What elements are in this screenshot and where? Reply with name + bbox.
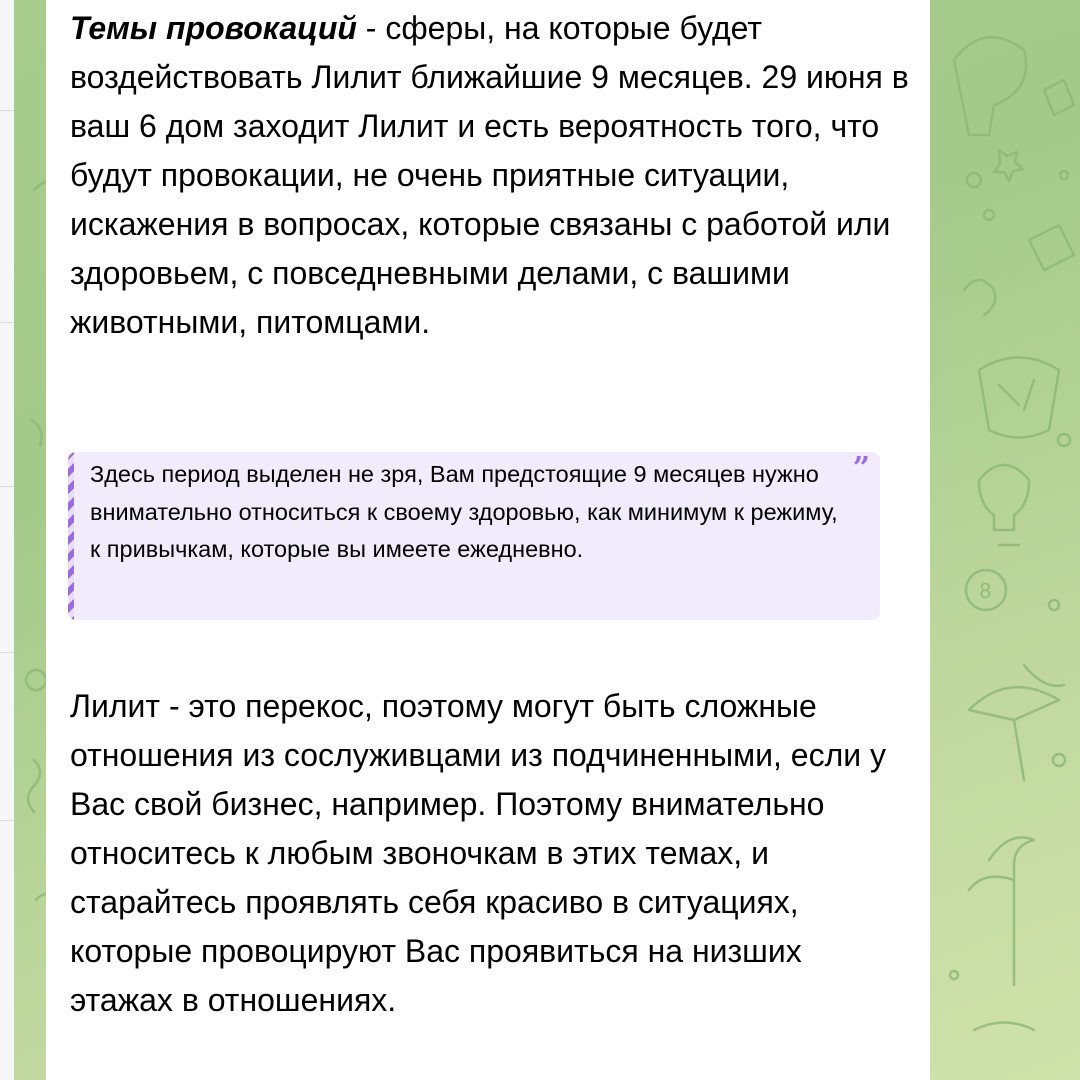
message-emphasis: Темы провокаций (70, 10, 357, 46)
blockquote-text: Здесь период выделен не зря, Вам предстоящие 9 месяцев нужно внимательно относиться к своему здоровью, как минимум к режиму, к привычкам, которые вы имеете ежедневно. (90, 461, 838, 562)
blockquote (68, 452, 880, 620)
message-paragraph-2: Лилит - это перекос, поэтому могут быть сложные отношения из сослуживцами из подчиненными, если у Вас свой бизнес, например. Поэтому внимательно относитесь к любым звоночкам в этих темах, и старайтесь проявлять себя красиво в ситуациях, которые провоцируют Вас проявиться на низших этажах в отношениях. (70, 688, 887, 1018)
sidebar-divider (0, 652, 14, 653)
sidebar-edge (0, 0, 15, 1080)
sidebar-divider (0, 322, 14, 323)
quote-mark-icon: ” (852, 452, 870, 486)
sidebar-divider (0, 486, 14, 487)
message-paragraph-1 (70, 4, 910, 347)
blockquote-accent-bar (68, 452, 74, 620)
message-bubble[interactable] (46, 0, 930, 1080)
sidebar-divider (0, 110, 14, 111)
message-paragraph-1-text: - сферы, на которые будет воздействовать Лилит ближайшие 9 месяцев. 29 июня в ваш 6 дом заходит Лилит и есть вероятность того, что будут провокации, не очень приятные ситуации, искажения в вопросах, которые связаны с работой или здоровьем, с повседневными делами, с вашими животными, питомцами. (70, 10, 909, 340)
sidebar-divider (0, 820, 14, 821)
svg-text:8: 8 (979, 579, 992, 603)
